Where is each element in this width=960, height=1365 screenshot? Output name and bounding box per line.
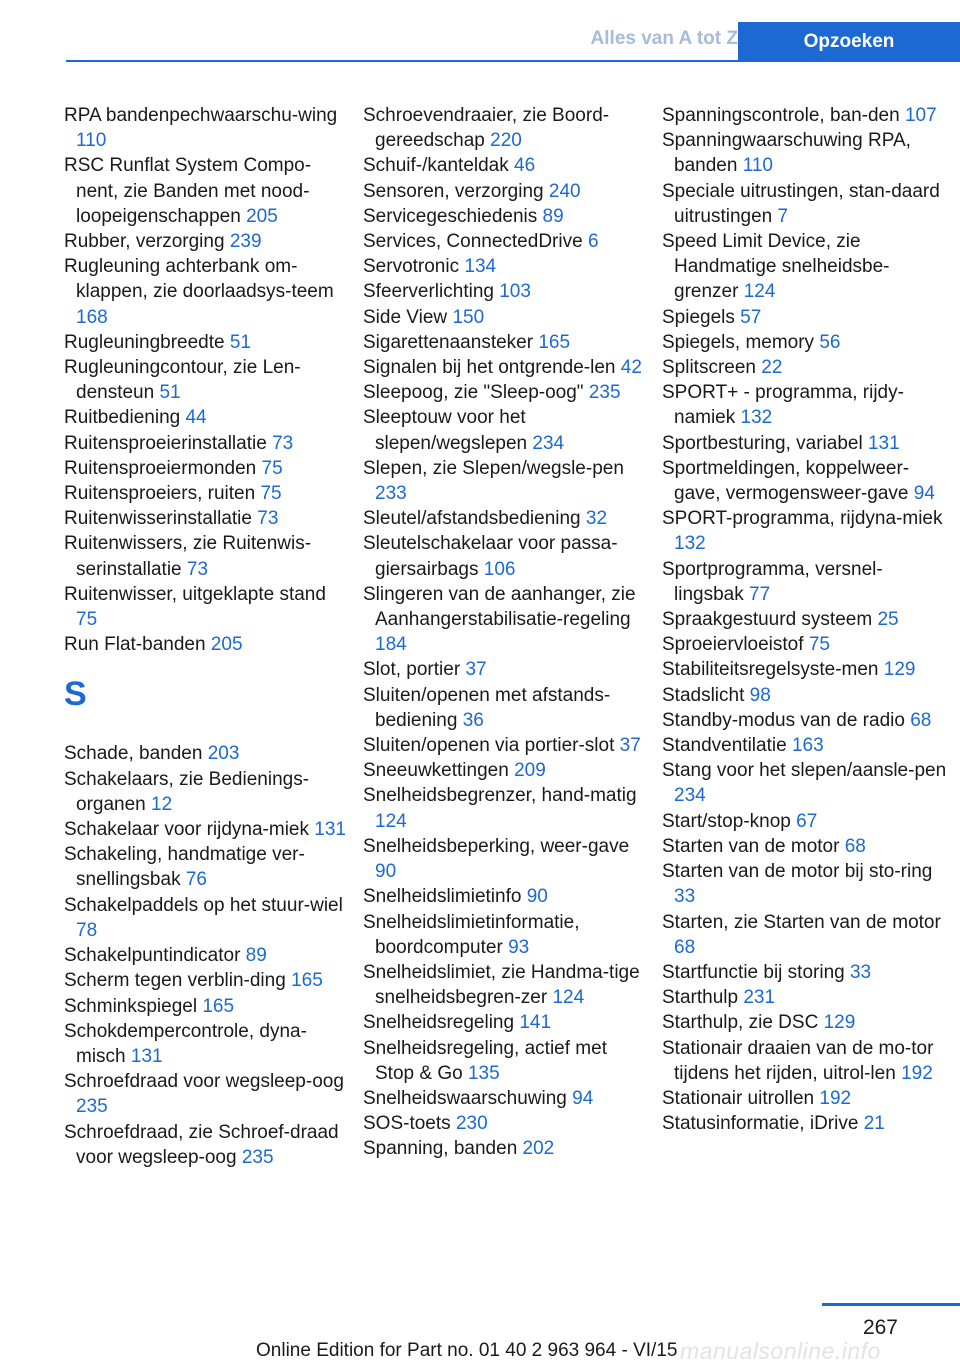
index-entry xyxy=(363,279,651,304)
index-entry xyxy=(363,834,651,884)
page-link[interactable]: 90 xyxy=(526,886,548,908)
page-link[interactable]: 134 xyxy=(464,256,497,278)
index-entry xyxy=(662,305,950,330)
page-link[interactable]: 93 xyxy=(508,936,530,958)
edition-note: Online Edition for Part no. 01 40 2 963 964 - VI/15 xyxy=(256,1340,678,1361)
index-entry xyxy=(363,405,651,455)
index-entry xyxy=(662,708,950,733)
page-link[interactable]: 7 xyxy=(777,205,789,227)
page-link[interactable]: 73 xyxy=(272,432,294,454)
index-entry xyxy=(662,179,950,229)
entry-term: Schakeling, handmatige ver-snellingsbak xyxy=(64,844,305,891)
page-link[interactable]: 132 xyxy=(740,407,773,429)
page-link[interactable]: 6 xyxy=(587,231,599,253)
index-entry xyxy=(363,153,651,178)
entry-term: Ruitensproeiers, ruiten xyxy=(64,483,256,505)
page-link[interactable]: 165 xyxy=(202,995,235,1017)
page-link[interactable]: 239 xyxy=(229,231,262,253)
entry-term: Startfunctie bij storing xyxy=(662,961,845,983)
entry-term: Sensoren, verzorging xyxy=(363,180,544,202)
page-link[interactable]: 90 xyxy=(375,861,397,883)
page-link[interactable]: 235 xyxy=(76,1096,108,1118)
page-link[interactable]: 36 xyxy=(462,709,484,731)
entry-term: RPA bandenpechwaarschu-wing xyxy=(64,105,338,126)
index-entry xyxy=(64,994,352,1019)
entry-term: Splitscreen xyxy=(662,357,756,379)
index-entry xyxy=(64,582,352,632)
page-link[interactable]: 165 xyxy=(538,331,571,353)
index-entry xyxy=(363,1036,651,1086)
index-entry xyxy=(662,960,950,985)
page-link[interactable]: 76 xyxy=(185,869,207,891)
entry-term: Schminkspiegel xyxy=(64,995,198,1017)
page-link[interactable]: 75 xyxy=(260,483,282,505)
entry-term: Sportmeldingen, koppelweer-gave, vermogensweer-gave xyxy=(662,457,910,505)
index-entry xyxy=(363,1010,651,1035)
header-rule xyxy=(66,60,738,62)
page-link[interactable]: 68 xyxy=(844,835,866,857)
index-entry xyxy=(363,582,651,658)
page-link[interactable]: 37 xyxy=(619,735,641,757)
section-title: Alles van A tot Z xyxy=(590,28,738,49)
index-entry xyxy=(662,1086,950,1111)
entry-term: RSC Runflat System Compo-nent, zie Banden met nood-loopeigenschappen xyxy=(64,155,312,227)
entry-term: Starten van de motor bij sto-ring xyxy=(662,861,933,883)
entry-term: Servotronic xyxy=(363,256,460,278)
index-entry xyxy=(662,733,950,758)
entry-term: Schroevendraaier, zie Boord-gereedschap xyxy=(363,105,610,152)
index-entry xyxy=(662,506,950,556)
page-link[interactable]: 33 xyxy=(849,961,872,983)
index-entry xyxy=(363,960,651,1010)
page-link[interactable]: 68 xyxy=(910,709,932,731)
page-link[interactable]: 46 xyxy=(514,155,536,177)
page-link[interactable]: 233 xyxy=(375,483,407,505)
index-entry xyxy=(363,657,651,682)
index-entry xyxy=(64,1069,352,1119)
footer-rule xyxy=(822,1303,960,1306)
page-link[interactable]: 184 xyxy=(375,634,407,656)
page-link[interactable]: 110 xyxy=(742,155,773,177)
index-entry xyxy=(363,179,651,204)
index-entry xyxy=(64,153,352,229)
index-entry xyxy=(662,834,950,859)
page-header xyxy=(0,0,960,62)
page-link[interactable]: 230 xyxy=(455,1113,488,1135)
index-column-1 xyxy=(64,103,352,1170)
entry-term: Starten, zie Starten van de motor xyxy=(662,911,941,933)
page-link[interactable]: 220 xyxy=(490,130,522,152)
entry-term: Schakelpuntindicator xyxy=(64,945,241,967)
page-link[interactable]: 12 xyxy=(151,793,173,815)
entry-term: Snelheidsregeling xyxy=(363,1012,515,1034)
page-link[interactable]: 67 xyxy=(796,810,818,832)
entry-term: Sproeiervloeistof xyxy=(662,634,804,656)
entry-term: Stationair draaien van de mo-tor tijdens het rijden, uitrol-len xyxy=(662,1037,934,1084)
page-link[interactable]: 231 xyxy=(743,987,776,1009)
index-entry xyxy=(363,456,651,506)
entry-term: Ruitensproeierinstallatie xyxy=(64,432,267,454)
index-entry xyxy=(363,254,651,279)
index-entry xyxy=(64,405,352,430)
page-link[interactable]: 131 xyxy=(314,819,346,841)
entry-term: Sportprogramma, versnel-lingsbak xyxy=(662,558,883,605)
index-entry xyxy=(363,1086,651,1111)
index-entry xyxy=(662,103,950,128)
index-entry xyxy=(363,910,651,960)
page-link[interactable]: 124 xyxy=(375,810,407,832)
entry-term: SPORT-programma, rijdyna-miek xyxy=(662,508,943,530)
page-link[interactable]: 32 xyxy=(585,508,608,530)
entry-term: Side View xyxy=(363,306,448,328)
entry-term: Schakelpaddels op het stuur-wiel xyxy=(64,894,343,916)
index-entry xyxy=(662,128,950,178)
index-entry xyxy=(64,330,352,355)
page-link[interactable]: 75 xyxy=(261,457,283,479)
page-link[interactable]: 37 xyxy=(465,659,487,681)
page-link[interactable]: 73 xyxy=(186,558,209,580)
index-entry xyxy=(363,355,651,380)
index-entry xyxy=(363,1136,651,1161)
entry-term: Snelheidsbeperking, weer-gave xyxy=(363,835,630,857)
page-link[interactable]: 235 xyxy=(241,1146,274,1168)
index-entry xyxy=(662,683,950,708)
entry-term: Snelheidswaarschuwing xyxy=(363,1087,567,1109)
page-link[interactable]: 75 xyxy=(808,634,830,656)
page-link[interactable]: 192 xyxy=(901,1062,933,1084)
page-link[interactable]: 98 xyxy=(749,684,771,706)
page-link[interactable]: 110 xyxy=(76,130,107,152)
page-link[interactable]: 209 xyxy=(514,760,546,782)
page-link[interactable]: 107 xyxy=(904,105,937,126)
index-entry xyxy=(64,1019,352,1069)
entry-term: Spanningscontrole, ban-den xyxy=(662,105,900,126)
entry-term: Rubber, verzorging xyxy=(64,231,225,253)
index-entry xyxy=(363,783,651,833)
index-entry xyxy=(363,683,651,733)
entry-term: Rugleuningbreedte xyxy=(64,331,225,353)
page-link[interactable]: 44 xyxy=(185,407,207,429)
page-link[interactable]: 89 xyxy=(245,945,267,967)
entry-term: Slot, portier xyxy=(363,659,461,681)
index-entry xyxy=(662,809,950,834)
entry-term: Spiegels xyxy=(662,306,735,328)
index-entry xyxy=(363,103,651,153)
entry-term: Ruitbediening xyxy=(64,407,181,429)
section-letter: S xyxy=(64,675,87,714)
page-link[interactable]: 131 xyxy=(867,432,900,454)
entry-term: Spiegels, memory xyxy=(662,331,815,353)
index-entry xyxy=(662,910,950,960)
tab-opzoeken[interactable]: Opzoeken xyxy=(738,22,960,62)
index-entry xyxy=(662,657,950,682)
page-link[interactable]: 56 xyxy=(819,331,841,353)
entry-term: Snelheidsbegrenzer, hand-matig xyxy=(363,785,637,807)
index-entry xyxy=(662,632,950,657)
page-link[interactable]: 68 xyxy=(674,936,696,958)
page-link[interactable]: 124 xyxy=(743,281,776,303)
index-entry xyxy=(64,1120,352,1170)
index-entry xyxy=(662,607,950,632)
page-link[interactable]: 51 xyxy=(229,331,251,353)
entry-term: Stationair uitrollen xyxy=(662,1087,815,1109)
page-link[interactable]: 94 xyxy=(913,483,935,505)
entry-term: Scherm tegen verblin-ding xyxy=(64,970,286,992)
index-entry xyxy=(662,355,950,380)
entry-term: Start/stop-knop xyxy=(662,810,791,832)
entry-term: Ruitenwisserinstallatie xyxy=(64,508,252,530)
index-entry xyxy=(363,1111,651,1136)
index-entry xyxy=(64,254,352,330)
index-entry xyxy=(64,531,352,581)
entry-term: Rugleuning achterbank om-klappen, zie doorlaadsys-teem xyxy=(64,256,334,303)
entry-term: Schuif-/kanteldak xyxy=(363,155,509,177)
entry-term: Speciale uitrustingen, stan-daard uitrustingen xyxy=(662,180,940,227)
index-entry xyxy=(64,103,352,153)
page-link[interactable]: 89 xyxy=(542,205,564,227)
page-link[interactable]: 234 xyxy=(674,785,706,807)
page-link[interactable]: 202 xyxy=(522,1138,555,1160)
entry-term: Speed Limit Device, zie Handmatige snelheidsbe-grenzer xyxy=(662,231,890,303)
entry-term: Standby-modus van de radio xyxy=(662,709,905,731)
index-entry xyxy=(64,506,352,531)
page-link[interactable]: 22 xyxy=(761,357,783,379)
entry-term: Spanning, banden xyxy=(363,1138,518,1160)
entry-term: Starthulp, zie DSC xyxy=(662,1012,819,1034)
index-entry xyxy=(64,456,352,481)
page-link[interactable]: 235 xyxy=(588,382,621,404)
index-entry xyxy=(64,632,352,657)
entry-term: Starten van de motor xyxy=(662,835,840,857)
entry-term: SPORT+ - programma, rijdy-namiek xyxy=(662,382,904,429)
page-link[interactable]: 234 xyxy=(532,432,565,454)
index-entry xyxy=(662,380,950,430)
entry-term: Schokdempercontrole, dyna-misch xyxy=(64,1020,307,1067)
index-entry xyxy=(64,481,352,506)
index-entry xyxy=(662,431,950,456)
index-entry xyxy=(64,741,352,766)
entry-term: Schroefdraad, zie Schroef-draad voor wegsleep-oog xyxy=(64,1121,339,1168)
page-link[interactable]: 78 xyxy=(76,919,98,941)
entry-term: Statusinformatie, iDrive xyxy=(662,1113,859,1135)
entry-term: Schakelaars, zie Bedienings-organen xyxy=(64,768,310,815)
page-link[interactable]: 205 xyxy=(210,634,243,656)
entry-term: Signalen bij het ontgrende-len xyxy=(363,357,616,379)
index-entry xyxy=(363,305,651,330)
entry-term: Sleeptouw voor het slepen/wegslepen xyxy=(363,407,528,454)
entry-term: Sluiten/openen via portier-slot xyxy=(363,735,615,757)
index-entry xyxy=(662,859,950,909)
index-entry xyxy=(363,758,651,783)
entry-term: Spraakgestuurd systeem xyxy=(662,609,873,631)
index-entry xyxy=(64,431,352,456)
entry-term: Sportbesturing, variabel xyxy=(662,432,863,454)
page-link[interactable]: 165 xyxy=(291,970,323,992)
index-entry xyxy=(662,985,950,1010)
entry-term: Servicegeschiedenis xyxy=(363,205,538,227)
page-link[interactable]: 94 xyxy=(572,1087,594,1109)
entry-term: Sleutelschakelaar voor passa-giersairbags xyxy=(363,533,618,580)
index-column-2 xyxy=(363,103,651,1162)
entry-term: Spanningwaarschuwing RPA, banden xyxy=(662,130,911,177)
page-link[interactable]: 57 xyxy=(740,306,762,328)
page-link[interactable]: 132 xyxy=(674,533,706,555)
entry-term: Snelheidsregeling, actief met Stop & Go xyxy=(363,1037,607,1084)
index-column-3 xyxy=(662,103,950,1136)
page-link[interactable]: 163 xyxy=(791,735,824,757)
page-link[interactable]: 141 xyxy=(519,1012,552,1034)
entry-term: Sigarettenaansteker xyxy=(363,331,534,353)
index-entry xyxy=(64,943,352,968)
index-entry xyxy=(64,842,352,892)
page-link[interactable]: 124 xyxy=(552,987,585,1009)
index-entry xyxy=(64,968,352,993)
entry-term: Sfeerverlichting xyxy=(363,281,494,303)
page-link[interactable]: 129 xyxy=(883,659,916,681)
index-entry xyxy=(363,204,651,229)
page-link[interactable]: 150 xyxy=(452,306,485,328)
index-entry xyxy=(64,767,352,817)
page-link[interactable]: 168 xyxy=(76,306,108,328)
entry-term: Stabiliteitsregelsyste-men xyxy=(662,659,879,681)
page-link[interactable]: 21 xyxy=(863,1113,885,1135)
page-link[interactable]: 103 xyxy=(499,281,531,303)
page-link[interactable]: 77 xyxy=(749,583,771,605)
page-link[interactable]: 129 xyxy=(823,1012,856,1034)
page-link[interactable]: 106 xyxy=(483,558,516,580)
page-link[interactable]: 75 xyxy=(76,609,98,631)
index-entry xyxy=(363,229,651,254)
entry-term: Snelheidslimietinformatie, boordcomputer xyxy=(363,911,580,958)
index-entry xyxy=(363,380,651,405)
page-link[interactable]: 42 xyxy=(620,357,642,379)
entry-term: Slingeren van de aanhanger, zie Aanhangerstabilisatie-regeling xyxy=(363,583,636,631)
index-entry xyxy=(64,893,352,943)
page-link[interactable]: 203 xyxy=(207,743,240,765)
index-entry xyxy=(662,1010,950,1035)
index-entry xyxy=(363,733,651,758)
index-entry xyxy=(662,229,950,305)
index-entry xyxy=(363,531,651,581)
index-entry xyxy=(662,1111,950,1136)
page-link[interactable]: 73 xyxy=(257,508,279,530)
index-entry xyxy=(662,330,950,355)
page-link[interactable]: 135 xyxy=(467,1062,500,1084)
page-link[interactable]: 51 xyxy=(159,382,181,404)
watermark: manualsonline.info xyxy=(680,1338,881,1364)
page-link[interactable]: 192 xyxy=(819,1087,852,1109)
entry-term: Run Flat-banden xyxy=(64,634,206,656)
entry-term: Sluiten/openen met afstands-bediening xyxy=(363,684,611,731)
entry-term: SOS-toets xyxy=(363,1113,451,1135)
entry-term: Snelheidslimietinfo xyxy=(363,886,522,908)
page-link[interactable]: 131 xyxy=(130,1045,163,1067)
index-entry xyxy=(363,330,651,355)
entry-term: Sneeuwkettingen xyxy=(363,760,509,782)
entry-term: Stadslicht xyxy=(662,684,745,706)
index-entry xyxy=(64,229,352,254)
index-entry xyxy=(363,506,651,531)
entry-term: Services, ConnectedDrive xyxy=(363,231,583,253)
entry-term: Schakelaar voor rijdyna-miek xyxy=(64,819,309,841)
entry-term: Stang voor het slepen/aansle-pen xyxy=(662,760,947,782)
entry-term: Rugleuningcontour, zie Len-densteun xyxy=(64,357,301,404)
index-entry xyxy=(662,1036,950,1086)
page-number: 267 xyxy=(862,1316,898,1339)
entry-term: Starthulp xyxy=(662,987,739,1009)
page-link[interactable]: 205 xyxy=(246,205,278,227)
index-entry xyxy=(662,456,950,506)
entry-term: Slepen, zie Slepen/wegsle-pen xyxy=(363,457,624,479)
entry-term: Ruitenwisser, uitgeklapte stand xyxy=(64,583,326,605)
entry-term: Ruitenwissers, zie Ruitenwis-serinstallatie xyxy=(64,533,312,580)
index-entry xyxy=(363,884,651,909)
entry-term: Standventilatie xyxy=(662,735,787,757)
index-entry xyxy=(64,817,352,842)
entry-term: Ruitensproeiermonden xyxy=(64,457,257,479)
entry-term: Sleutel/afstandsbediening xyxy=(363,508,581,530)
index-entry xyxy=(662,557,950,607)
entry-term: Sleepoog, zie "Sleep-oog" xyxy=(363,382,584,404)
index-entry xyxy=(662,758,950,808)
page-link[interactable]: 240 xyxy=(548,180,581,202)
entry-term: Snelheidslimiet, zie Handma-tige snelheidsbegren-zer xyxy=(363,961,640,1009)
entry-term: Schade, banden xyxy=(64,743,203,765)
page-link[interactable]: 25 xyxy=(877,609,899,631)
page-link[interactable]: 33 xyxy=(674,886,696,908)
entry-term: Schroefdraad voor wegsleep-oog xyxy=(64,1071,344,1093)
index-entry xyxy=(64,355,352,405)
